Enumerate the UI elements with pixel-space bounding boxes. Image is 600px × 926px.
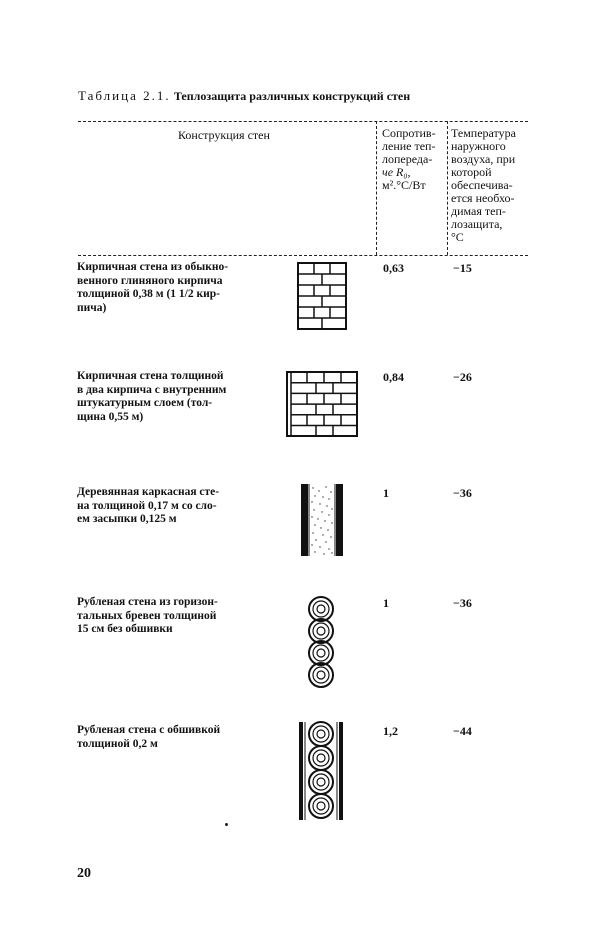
row-5-temperature: −44 — [453, 724, 472, 738]
row-1-temperature: −15 — [453, 261, 472, 275]
brick-wall-2-plaster-icon — [286, 371, 358, 437]
brick-wall-1-5-icon — [297, 262, 347, 330]
header-temperature: Температура наружного воздуха, при которой обеспечива- ется необхо- димая теп- лозащита, °С — [451, 126, 516, 244]
row-2-resistance: 0,84 — [383, 370, 404, 384]
row-2-description: Кирпичная стена толщиной в два кирпича с внутренним штукатурным слоем (тол- щина 0,55 м) — [77, 370, 227, 423]
table-caption — [78, 88, 410, 104]
table-header-rule — [78, 255, 528, 256]
row-1-description: Кирпичная стена из обыкно- венного глиняного кирпича толщиной 0,38 м (1 1/2 кир- пича) — [77, 261, 229, 314]
row-1-resistance: 0,63 — [383, 261, 404, 275]
column-divider-2 — [447, 121, 448, 255]
table-title: Теплозащита различных конструкций стен — [173, 89, 411, 103]
header-construction: Конструкция стен — [178, 128, 270, 142]
log-wall-icon — [303, 596, 339, 688]
table-top-rule — [78, 121, 528, 122]
row-5-resistance: 1,2 — [383, 724, 398, 738]
row-3-description: Деревянная каркасная сте- на толщиной 0,17 м со сло- ем засыпки 0,125 м — [77, 486, 220, 525]
print-speck — [225, 823, 228, 826]
row-3-temperature: −36 — [453, 486, 472, 500]
row-4-resistance: 1 — [383, 596, 389, 610]
header-resistance: Сопротив- ление теп- лопереда- че R₀, м².°С/Вт — [382, 126, 436, 192]
table-label: Таблица 2.1. — [78, 88, 171, 103]
log-wall-sheathed-icon — [299, 722, 343, 820]
page-number: 20 — [77, 866, 91, 881]
row-3-resistance: 1 — [383, 486, 389, 500]
row-5-description: Рубленая стена с обшивкой толщиной 0,2 м — [77, 724, 221, 750]
row-4-description: Рубленая стена из горизон- тальных бревен толщиной 15 см без обшивки — [77, 596, 218, 635]
timber-frame-wall-icon — [301, 484, 343, 556]
row-2-temperature: −26 — [453, 370, 472, 384]
column-divider-1 — [376, 121, 377, 255]
row-4-temperature: −36 — [453, 596, 472, 610]
